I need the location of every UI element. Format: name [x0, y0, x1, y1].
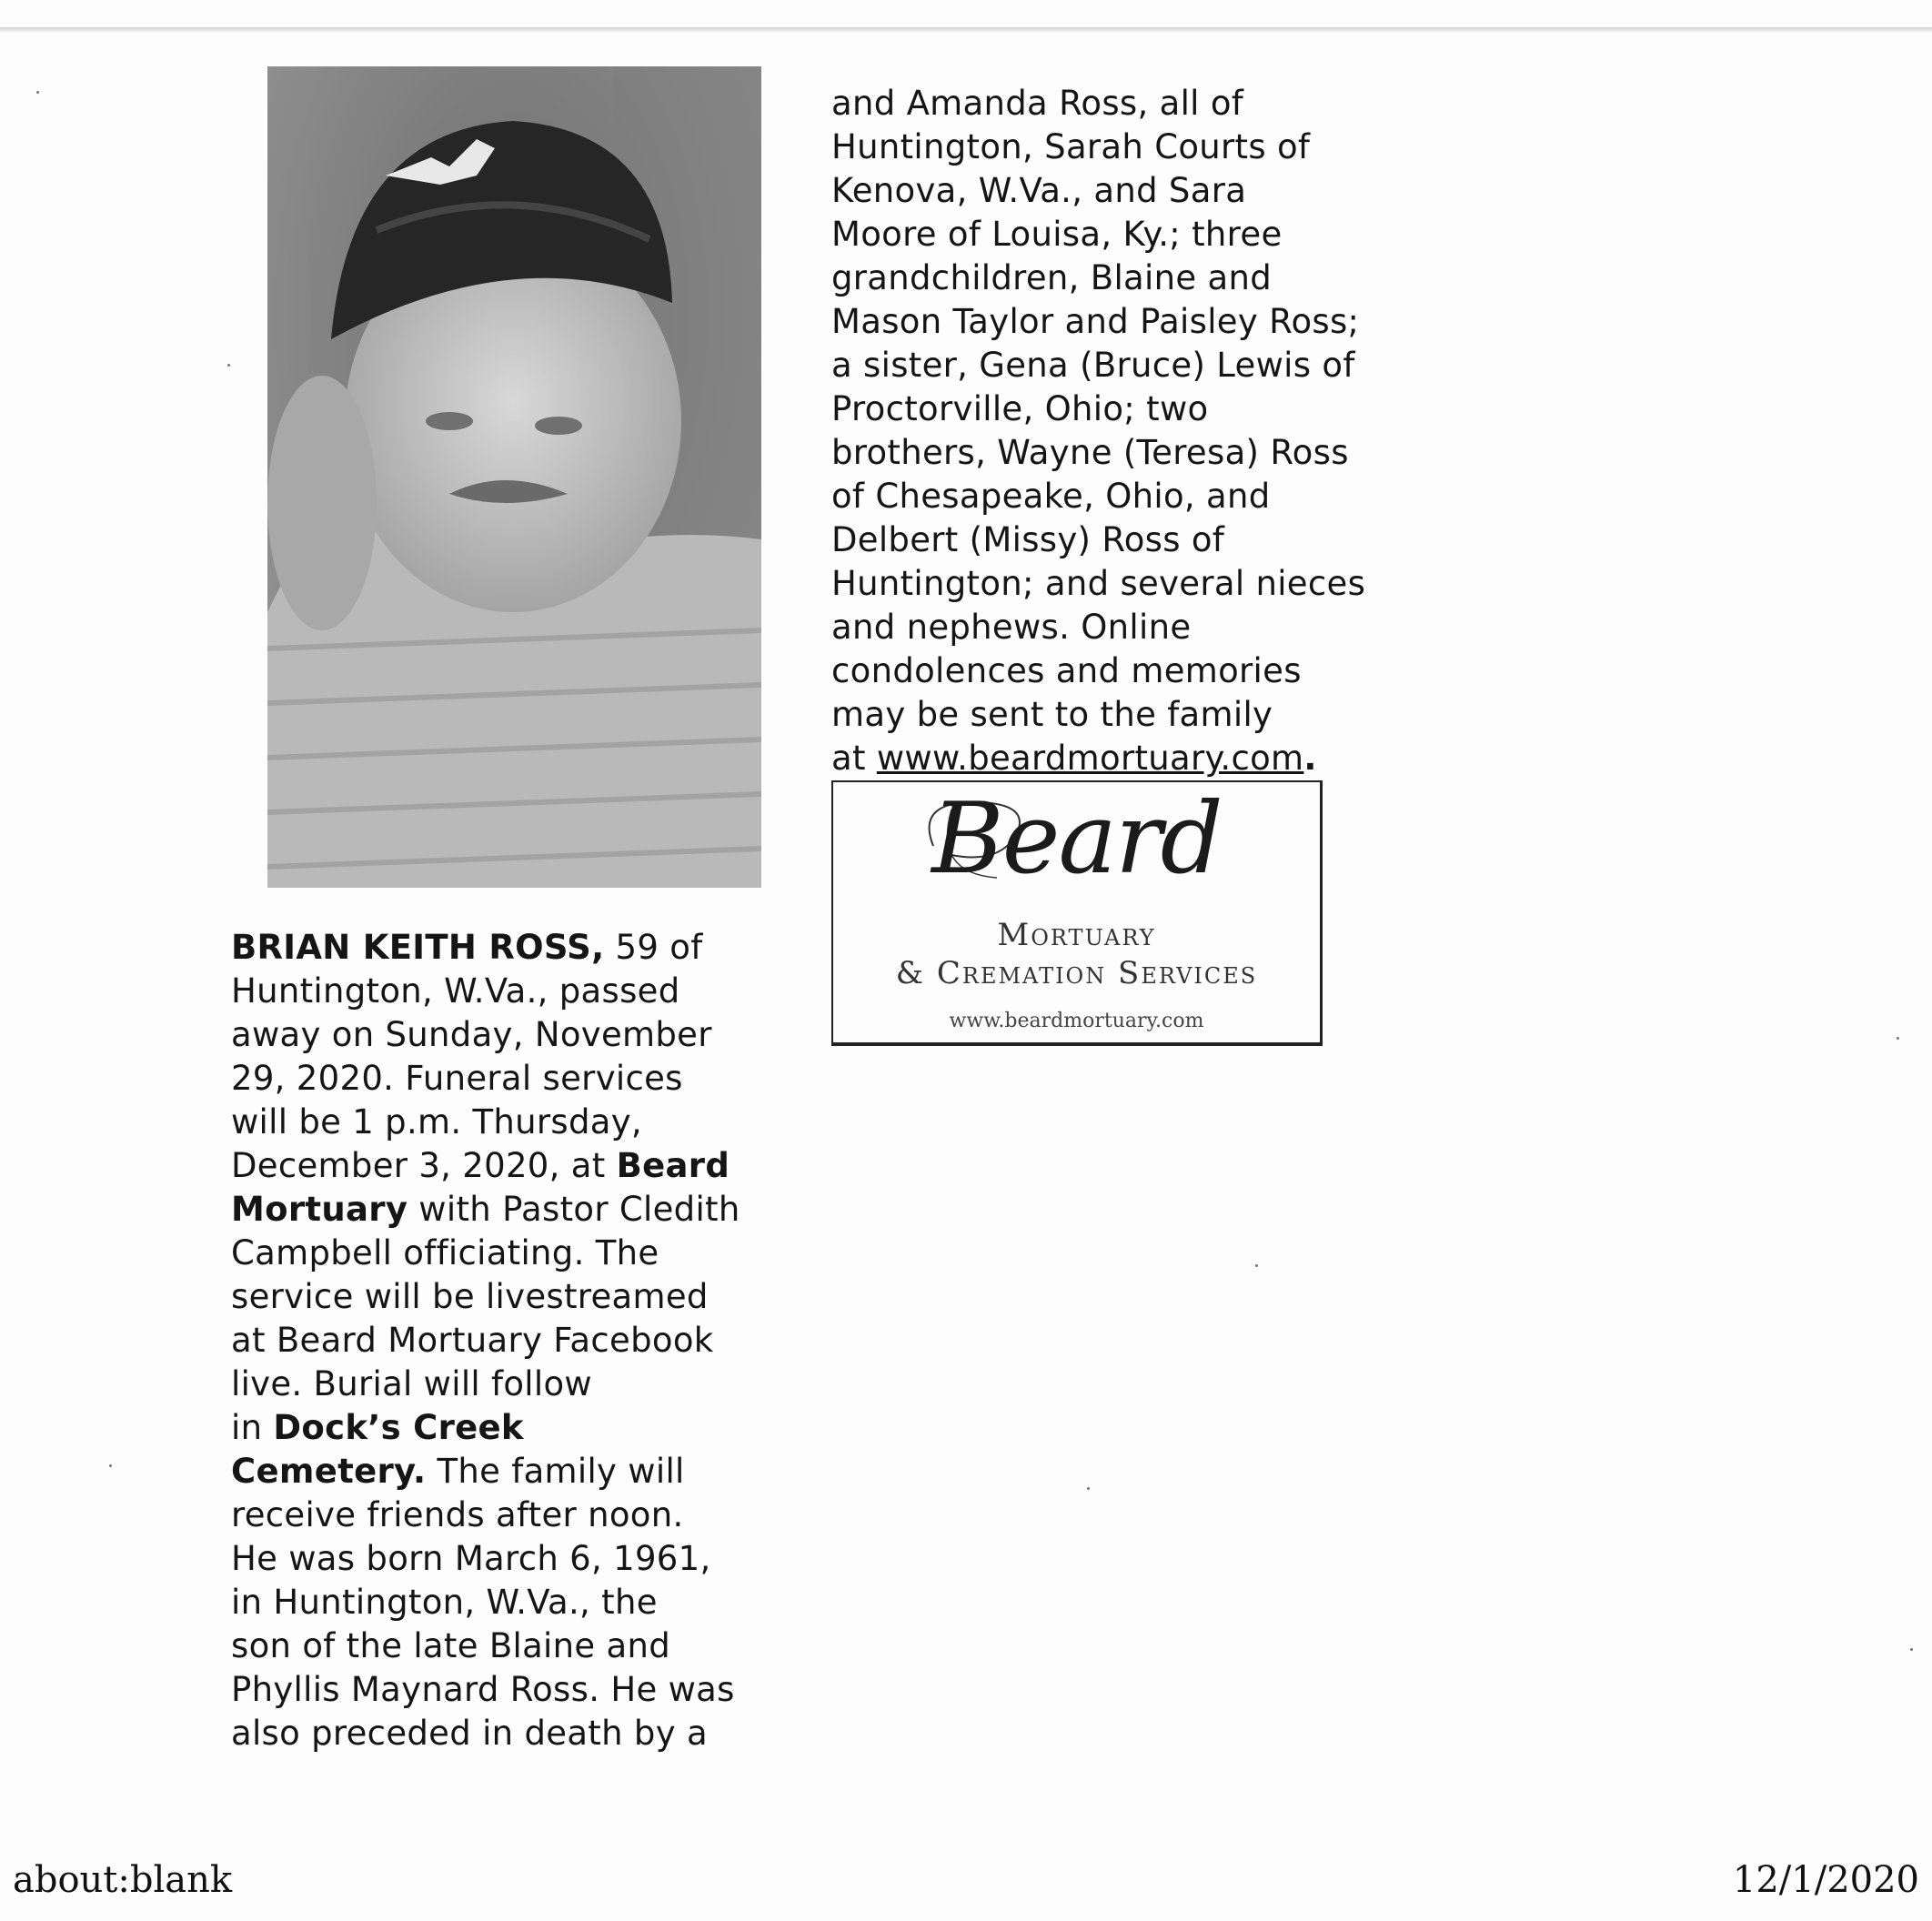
text-line: receive friends after noon.	[231, 1495, 684, 1534]
text-line: Huntington, W.Va., passed	[231, 971, 680, 1011]
text-line: also preceded in death by a	[231, 1714, 708, 1753]
text-line: December 3, 2020, at Beard	[231, 1146, 730, 1185]
text-line: BRIAN KEITH ROSS, 59 of	[231, 928, 703, 967]
text-line: a sister, Gena (Bruce) Lewis of	[831, 346, 1355, 385]
scan-speck	[36, 91, 39, 94]
portrait-photo	[267, 66, 761, 888]
logo-line-2: & Cremation Services	[895, 955, 1258, 991]
mortuary-logo	[831, 780, 1323, 1046]
text-line: Proctorville, Ohio; two	[831, 389, 1209, 428]
obituary-column-1	[231, 926, 777, 1755]
portrait-image	[267, 66, 761, 888]
text-line: Mortuary with Pastor Cledith	[231, 1190, 740, 1229]
scan-speck	[227, 364, 230, 367]
text-line: Moore of Louisa, Ky.; three	[831, 215, 1283, 254]
mortuary-website-link[interactable]: www.beardmortuary.com	[876, 739, 1304, 778]
text-line: son of the late Blaine and	[231, 1626, 671, 1665]
scan-edge	[0, 27, 1932, 33]
text-line: away on Sunday, November	[231, 1015, 712, 1054]
text-line: He was born March 6, 1961,	[231, 1539, 711, 1578]
decedent-name: BRIAN KEITH ROSS,	[231, 928, 605, 967]
text-line: Mason Taylor and Paisley Ross;	[831, 302, 1360, 341]
text-line: Phyllis Maynard Ross. He was	[231, 1670, 735, 1709]
text-line: Campbell officiating. The	[231, 1233, 659, 1272]
obituary-column-2	[831, 82, 1414, 780]
text-line: of Chesapeake, Ohio, and	[831, 477, 1271, 516]
text-line: Delbert (Missy) Ross of	[831, 520, 1225, 559]
text-line: may be sent to the family	[831, 695, 1273, 734]
text-line: Huntington, Sarah Courts of	[831, 127, 1311, 166]
text-line: condolences and memories	[831, 651, 1302, 690]
text-line: and Amanda Ross, all of	[831, 84, 1244, 123]
text-line: in Dock’s Creek	[231, 1408, 524, 1447]
text-line: 29, 2020. Funeral services	[231, 1059, 683, 1098]
text-line: grandchildren, Blaine and	[831, 258, 1272, 297]
scan-speck	[1897, 1037, 1899, 1040]
text-line: brothers, Wayne (Teresa) Ross	[831, 433, 1349, 472]
text-line: live. Burial will follow	[231, 1364, 592, 1403]
logo-line-1: Mortuary	[997, 917, 1156, 953]
scan-speck	[109, 1464, 112, 1467]
logo-name: Beard	[931, 782, 1222, 896]
text-line: Cemetery. The family will	[231, 1452, 685, 1491]
text-line: at Beard Mortuary Facebook	[231, 1321, 714, 1360]
text-line: will be 1 p.m. Thursday,	[231, 1102, 642, 1142]
text-line: Kenova, W.Va., and Sara	[831, 171, 1247, 210]
logo-url: www.beardmortuary.com	[949, 1010, 1204, 1032]
text-line: Huntington; and several nieces	[831, 564, 1366, 603]
footer-url: about:blank	[13, 1859, 233, 1901]
scan-speck	[1087, 1487, 1090, 1490]
text-line: and nephews. Online	[831, 608, 1192, 647]
text-line: at www.beardmortuary.com.	[831, 739, 1317, 778]
text-line: in Huntington, W.Va., the	[231, 1583, 658, 1622]
scan-speck	[1255, 1264, 1258, 1267]
text-line: service will be livestreamed	[231, 1277, 709, 1316]
footer-date: 12/1/2020	[1732, 1859, 1919, 1901]
scan-speck	[1910, 1648, 1913, 1651]
